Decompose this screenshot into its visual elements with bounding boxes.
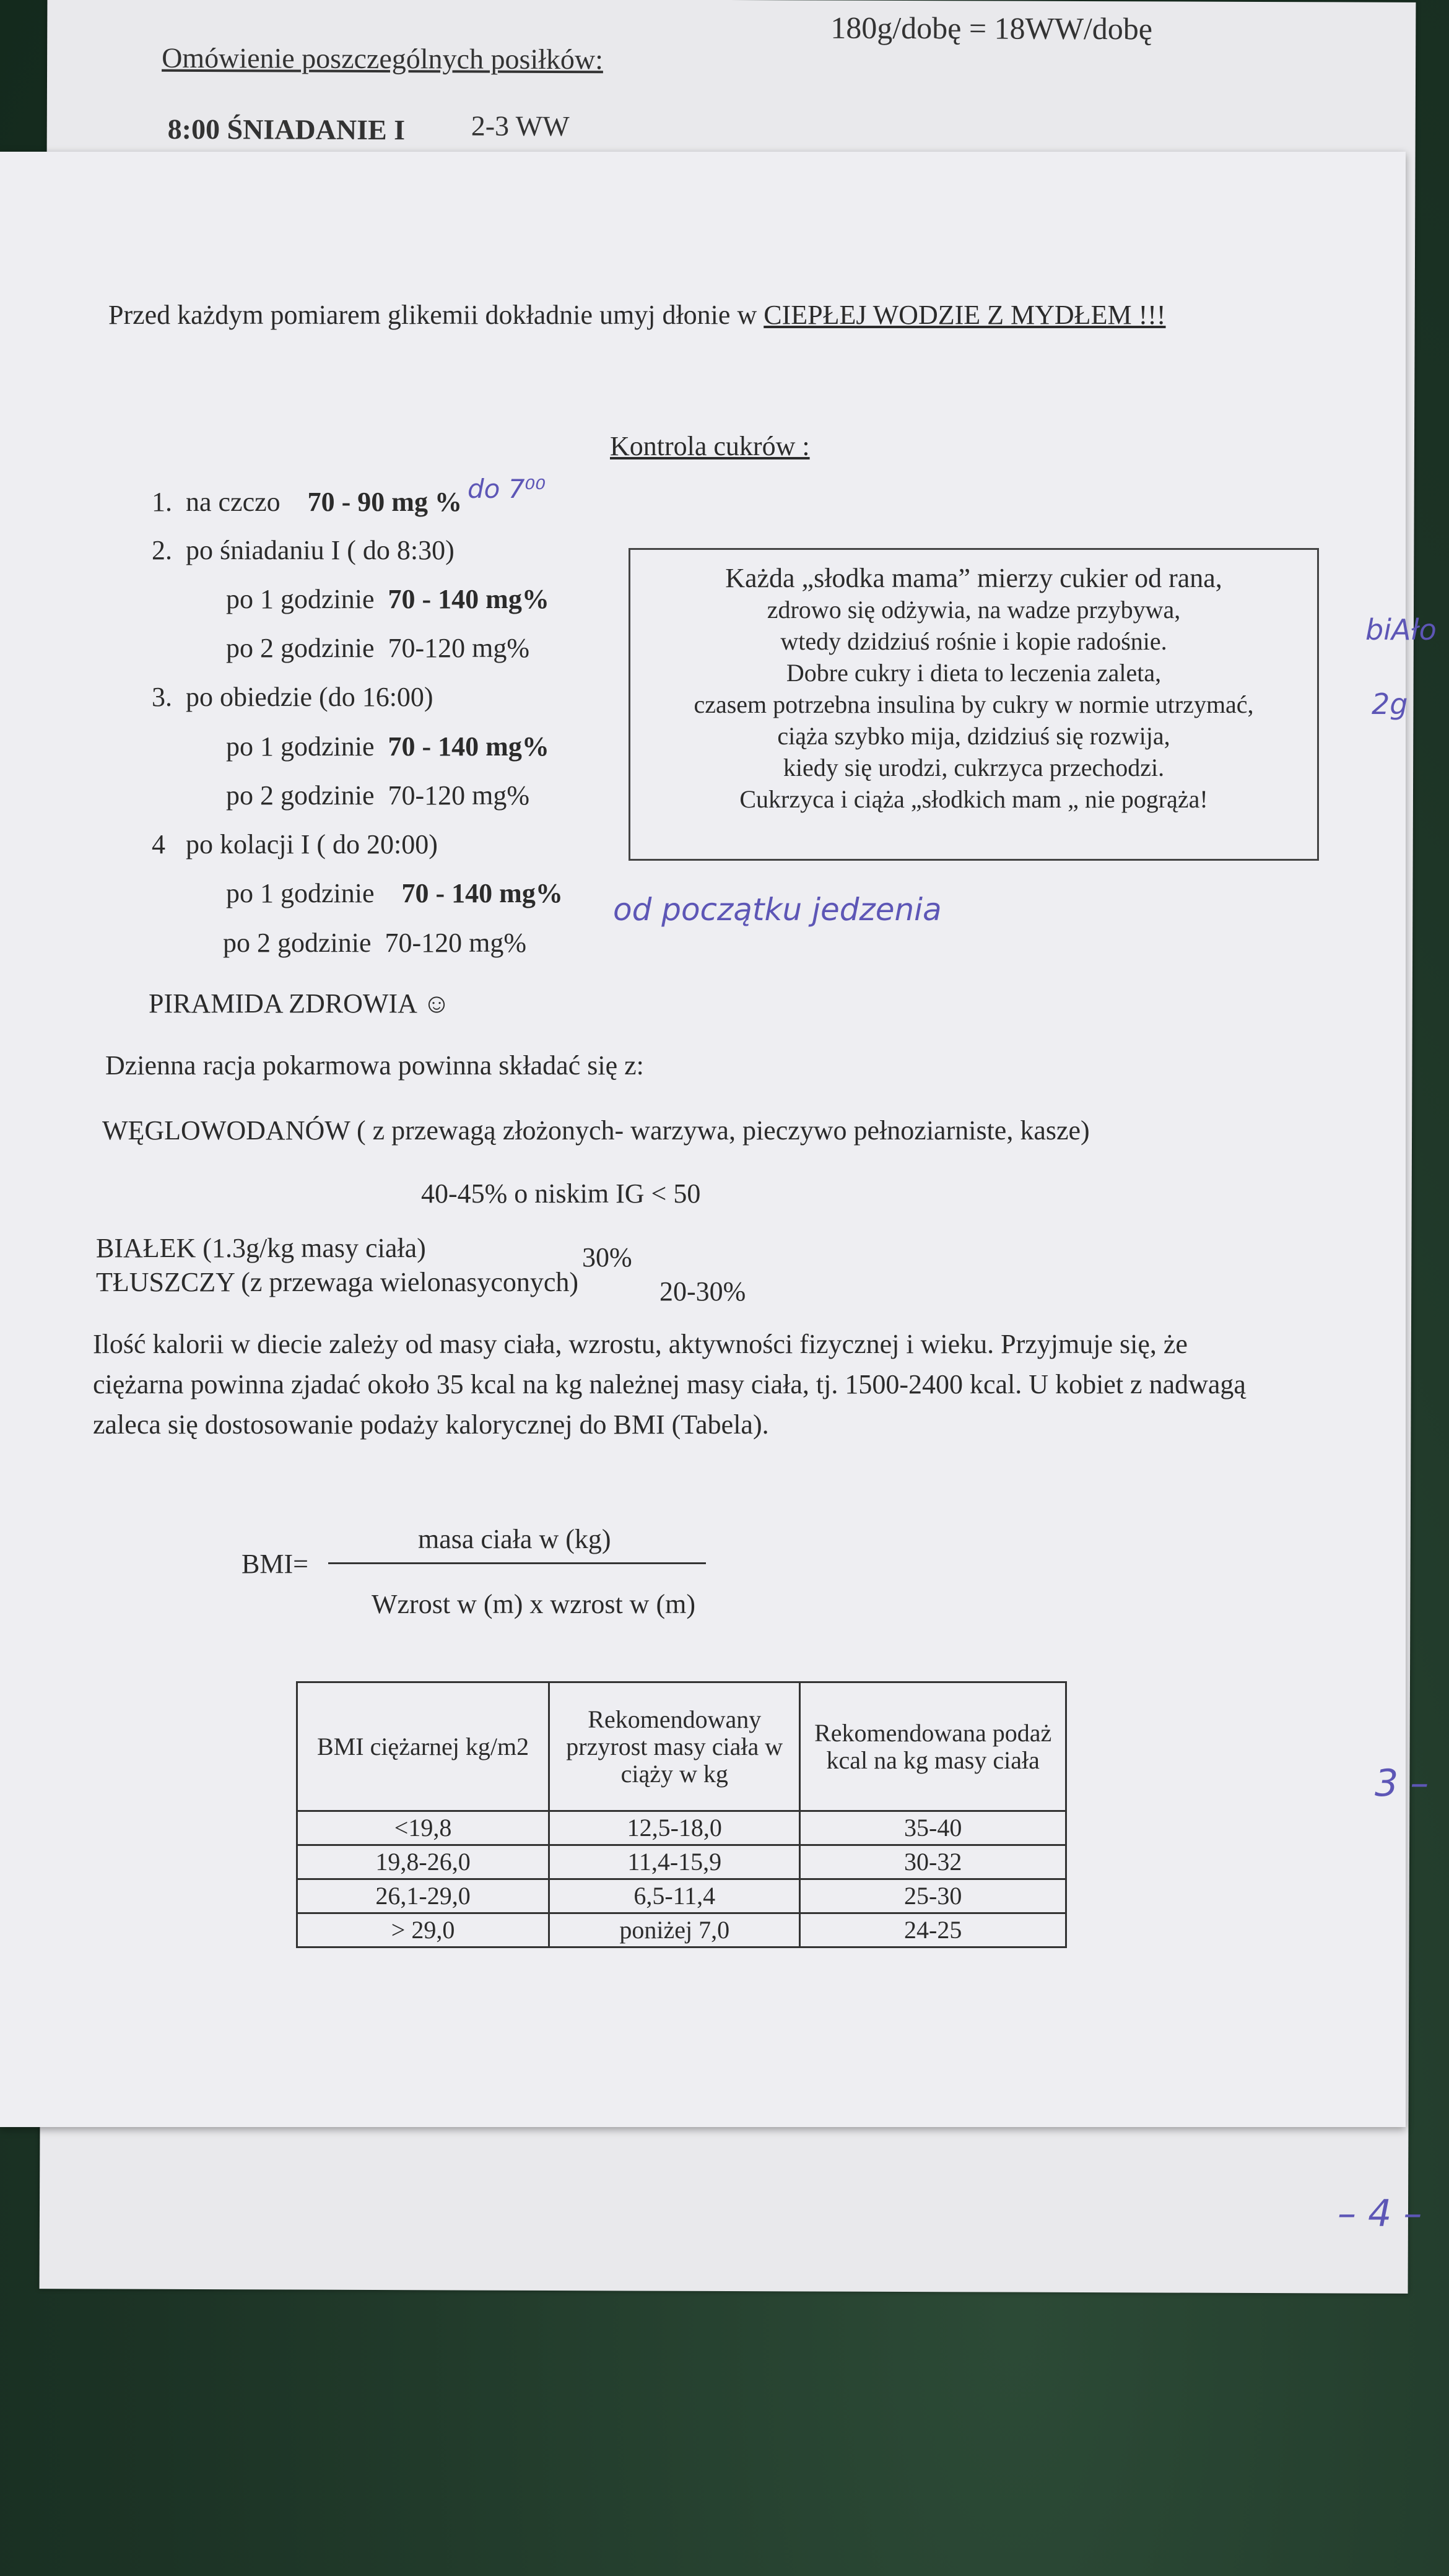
list-item: po 1 godzinie 70 - 140 mg%	[226, 584, 549, 614]
table-cell: 12,5-18,0	[549, 1811, 800, 1845]
table-row	[297, 1811, 1066, 1845]
handwritten-page-number: 3 –	[1375, 1762, 1429, 1805]
table-header: BMI ciężarnej kg/m2	[297, 1682, 549, 1811]
table-row	[297, 1913, 1066, 1947]
table-cell: 25-30	[800, 1879, 1066, 1913]
kcal-paragraph-line: Ilość kalorii w diecie zależy od masy ciała, wzrostu, aktywności fizycznej i wieku. Przyjmuje się, że	[93, 1329, 1188, 1359]
control-title: Kontrola cukrów :	[610, 431, 810, 461]
handwritten-note-meal: od początku jedzenia	[613, 892, 942, 928]
handwritten-page-number: – 4 –	[1338, 2192, 1422, 2235]
handwritten-margin-note: biAło	[1365, 613, 1437, 646]
table-cell: > 29,0	[297, 1913, 549, 1947]
list-item: 3. po obiedzie (do 16:00)	[152, 682, 433, 712]
poem-line: czasem potrzebna insulina by cukry w normie utrzymać,	[694, 690, 1254, 718]
carbs-pct: 40-45% o niskim IG < 50	[421, 1178, 701, 1209]
list-item: po 1 godzinie 70 - 140 mg%	[226, 731, 549, 762]
protein-pct: 30%	[582, 1242, 632, 1273]
table-header-row	[297, 1682, 1066, 1811]
poem-line: Każda „słodka mama” mierzy cukier od rana,	[725, 563, 1222, 593]
table-row	[297, 1879, 1066, 1913]
kcal-paragraph-line: ciężarna powinna zjadać około 35 kcal na kg należnej masy ciała, tj. 1500-2400 kcal. U kobiet z nadwagą	[93, 1369, 1246, 1399]
poem-line: zdrowo się odżywia, na wadze przybywa,	[767, 596, 1181, 624]
fat-pct: 20-30%	[659, 1276, 746, 1307]
table-cell: 6,5-11,4	[549, 1879, 800, 1913]
table-cell: 24-25	[800, 1913, 1066, 1947]
hygiene-text: Przed każdym pomiarem glikemii dokładnie umyj dłonie w CIEPŁEJ WODZIE Z MYDŁEM !!!	[108, 300, 1166, 330]
poem-line: Dobre cukry i dieta to leczenia zaleta,	[786, 659, 1162, 687]
protein-text: BIAŁEK (1.3g/kg masy ciała)	[96, 1233, 426, 1263]
table-header: Rekomendowana podaż kcal na kg masy ciała	[800, 1682, 1066, 1811]
handwritten-margin-note: 2g	[1372, 687, 1408, 721]
list-item: po 2 godzinie 70-120 mg%	[226, 780, 530, 811]
table-cell: 26,1-29,0	[297, 1879, 549, 1913]
poem-line: ciąża szybko mija, dzidziuś się rozwija,	[777, 722, 1170, 750]
bmi-numerator: masa ciała w (kg)	[418, 1524, 611, 1554]
poem-line: Cukrzyca i ciąża „słodkich mam „ nie pogrąża!	[739, 785, 1208, 813]
table-cell: 30-32	[800, 1845, 1066, 1879]
fraction-bar	[328, 1562, 706, 1564]
back-meal-ww: 2-3 WW	[471, 110, 570, 142]
back-meal: 8:00 ŚNIADANIE I	[167, 113, 406, 146]
table-header: Rekomendowany przyrost masy ciała w ciąży w kg	[549, 1682, 800, 1811]
front-sheet	[0, 152, 1406, 2127]
poem-line: wtedy dzidziuś rośnie i kopie radośnie.	[780, 627, 1167, 655]
table-cell: poniżej 7,0	[549, 1913, 800, 1947]
list-item: po 1 godzinie 70 - 140 mg%	[226, 878, 563, 908]
list-item: 1. na czczo 70 - 90 mg %	[152, 487, 462, 517]
list-item: 2. po śniadaniu I ( do 8:30)	[152, 535, 455, 565]
kcal-paragraph-line: zaleca się dostosowanie podaży kalorycznej do BMI (Tabela).	[93, 1409, 769, 1440]
daily-intro: Dzienna racja pokarmowa powinna składać się z:	[105, 1050, 644, 1081]
table-cell: <19,8	[297, 1811, 549, 1845]
bmi-denominator: Wzrost w (m) x wzrost w (m)	[372, 1589, 695, 1619]
bmi-table	[296, 1681, 1067, 1948]
list-item: 4 po kolacji I ( do 20:00)	[152, 829, 438, 859]
back-heading: Omówienie poszczególnych posiłków:	[162, 41, 604, 76]
table-row	[297, 1845, 1066, 1879]
bmi-label: BMI=	[242, 1549, 308, 1579]
table-cell: 11,4-15,9	[549, 1845, 800, 1879]
carbs-text: WĘGLOWODANÓW ( z przewagą złożonych- warzywa, pieczywo pełnoziarniste, kasze)	[102, 1115, 1090, 1146]
table-cell: 35-40	[800, 1811, 1066, 1845]
back-daily: 180g/dobę = 18WW/dobę	[830, 10, 1153, 46]
fat-text: TŁUSZCZY (z przewaga wielonasyconych)	[96, 1267, 579, 1297]
handwritten-note-fasting: do 7⁰⁰	[468, 474, 546, 504]
poem-box	[629, 548, 1319, 861]
table-cell: 19,8-26,0	[297, 1845, 549, 1879]
list-item: po 2 godzinie 70-120 mg%	[226, 633, 530, 663]
list-item: po 2 godzinie 70-120 mg%	[223, 928, 527, 958]
pyramid-title: PIRAMIDA ZDROWIA ☺	[149, 988, 451, 1019]
poem-line: kiedy się urodzi, cukrzyca przechodzi.	[783, 754, 1165, 781]
